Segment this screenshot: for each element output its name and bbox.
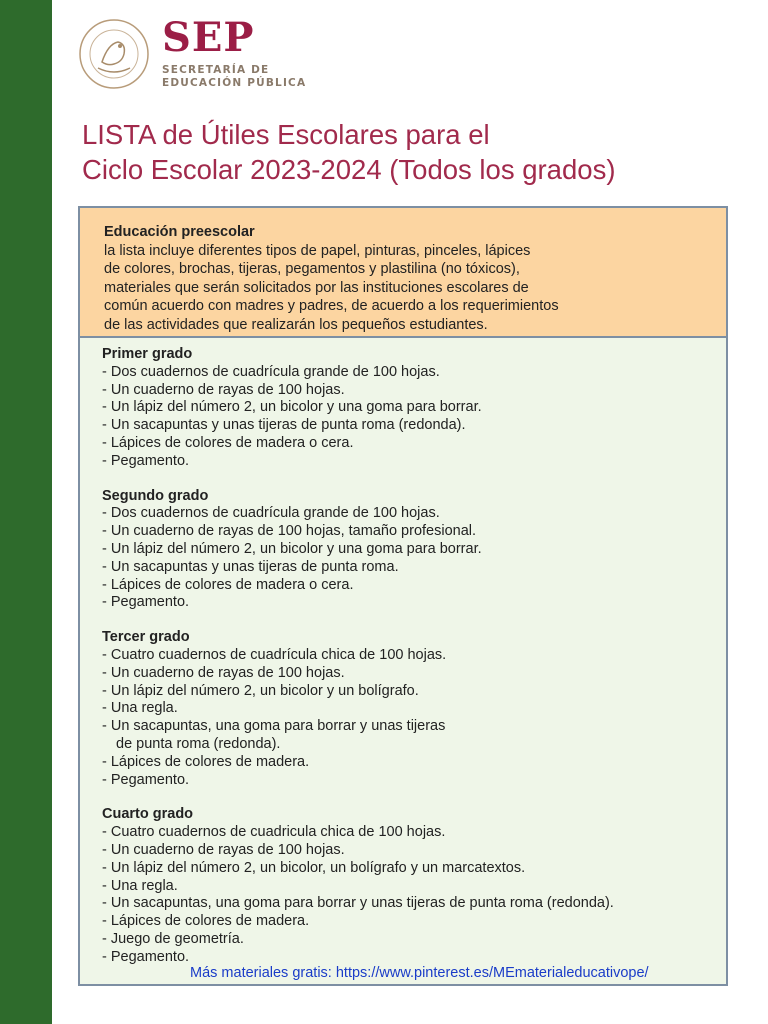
grade-section-tercer <box>102 629 726 789</box>
list-item: - Un sacapuntas, una goma para borrar y unas tijeras <box>102 718 446 735</box>
list-item: - Lápices de colores de madera. <box>102 913 310 930</box>
list-item: - Una regla. <box>102 877 178 894</box>
left-green-bar <box>0 0 52 1024</box>
list-item: - Un cuaderno de rayas de 100 hojas. <box>102 664 345 681</box>
list-item: - Un lápiz del número 2, un bicolor, un bolígrafo y un marcatextos. <box>102 859 526 876</box>
list-item: - Un lápiz del número 2, un bicolor y una goma para borrar. <box>102 399 482 416</box>
list-item: - Cuatro cuadernos de cuadrícula chica de 100 hojas. <box>102 646 447 663</box>
list-item: - Lápices de colores de madera o cera. <box>102 576 354 593</box>
grade-heading: Primer grado <box>102 346 193 362</box>
grade-heading: Segundo grado <box>102 487 209 504</box>
list-item: - Juego de geometría. <box>102 930 244 947</box>
preescolar-line: la lista incluye diferentes tipos de papel, pinturas, pinceles, lápices <box>104 242 531 259</box>
preescolar-line: de colores, brochas, tijeras, pegamentos y plastilina (no tóxicos), <box>104 261 520 277</box>
grade-heading: Cuarto grado <box>102 806 194 823</box>
mexico-coat-of-arms-seal-icon <box>78 18 150 90</box>
page-title <box>82 117 742 187</box>
list-item: - Pegamento. <box>102 452 190 469</box>
sep-logo <box>162 14 307 90</box>
list-item: - Cuatro cuadernos de cuadricula chica de 100 hojas. <box>102 824 446 841</box>
list-item: - Pegamento. <box>102 771 190 788</box>
preescolar-line: de las actividades que realizarán los pequeños estudiantes. <box>104 316 488 333</box>
preescolar-heading: Educación preescolar <box>104 224 255 240</box>
list-item: - Pegamento. <box>102 594 190 611</box>
list-item: - Un cuaderno de rayas de 100 hojas. <box>102 841 345 858</box>
list-item: - Un sacapuntas y unas tijeras de punta roma (redonda). <box>102 417 466 434</box>
grade-heading: Tercer grado <box>102 629 190 646</box>
preescolar-section <box>80 208 726 338</box>
page-title-line2: Ciclo Escolar 2023-2024 (Todos los grados) <box>82 154 616 185</box>
list-item: - Un cuaderno de rayas de 100 hojas, tamaño profesional. <box>102 523 477 540</box>
preescolar-line: común acuerdo con madres y padres, de acuerdo a los requerimientos <box>104 298 559 314</box>
sep-logo-subtitle <box>162 64 306 90</box>
list-item: - Un sacapuntas, una goma para borrar y unas tijeras de punta roma (redonda). <box>102 895 614 912</box>
pinterest-link[interactable]: Más materiales gratis: https://www.pinterest.es/MEmaterialeducativope/ <box>190 965 649 981</box>
preescolar-line: materiales que serán solicitados por las instituciones escolares de <box>104 279 529 296</box>
grade-section-primer <box>102 346 726 471</box>
sep-logo-subtitle-line1: SECRETARÍA DE <box>162 64 270 76</box>
list-item: - Lápices de colores de madera o cera. <box>102 434 354 451</box>
list-item: - Un cuaderno de rayas de 100 hojas. <box>102 381 345 398</box>
grades-list <box>80 338 726 967</box>
sep-logo-subtitle-line2: EDUCACIÓN PÚBLICA <box>162 77 307 89</box>
list-item: - Dos cuadernos de cuadrícula grande de 100 hojas. <box>102 363 440 380</box>
list-item: - Un sacapuntas y unas tijeras de punta roma. <box>102 558 399 575</box>
list-item: - Un lápiz del número 2, un bicolor y una goma para borrar. <box>102 540 482 557</box>
grade-section-segundo <box>102 488 726 613</box>
list-item: - Un lápiz del número 2, un bicolor y un bolígrafo. <box>102 682 419 699</box>
list-item: - Una regla. <box>102 700 178 717</box>
list-item: - Dos cuadernos de cuadrícula grande de 100 hojas. <box>102 505 440 522</box>
list-item-continuation: de punta roma (redonda). <box>116 735 281 752</box>
sep-logo-wordmark: SEP <box>162 14 255 61</box>
grade-section-cuarto <box>102 806 726 966</box>
page-title-line1: LISTA de Útiles Escolares para el <box>82 119 490 150</box>
supply-list-panel <box>78 206 728 986</box>
list-item: - Lápices de colores de madera. <box>102 753 310 770</box>
list-item: - Pegamento. <box>102 948 190 965</box>
